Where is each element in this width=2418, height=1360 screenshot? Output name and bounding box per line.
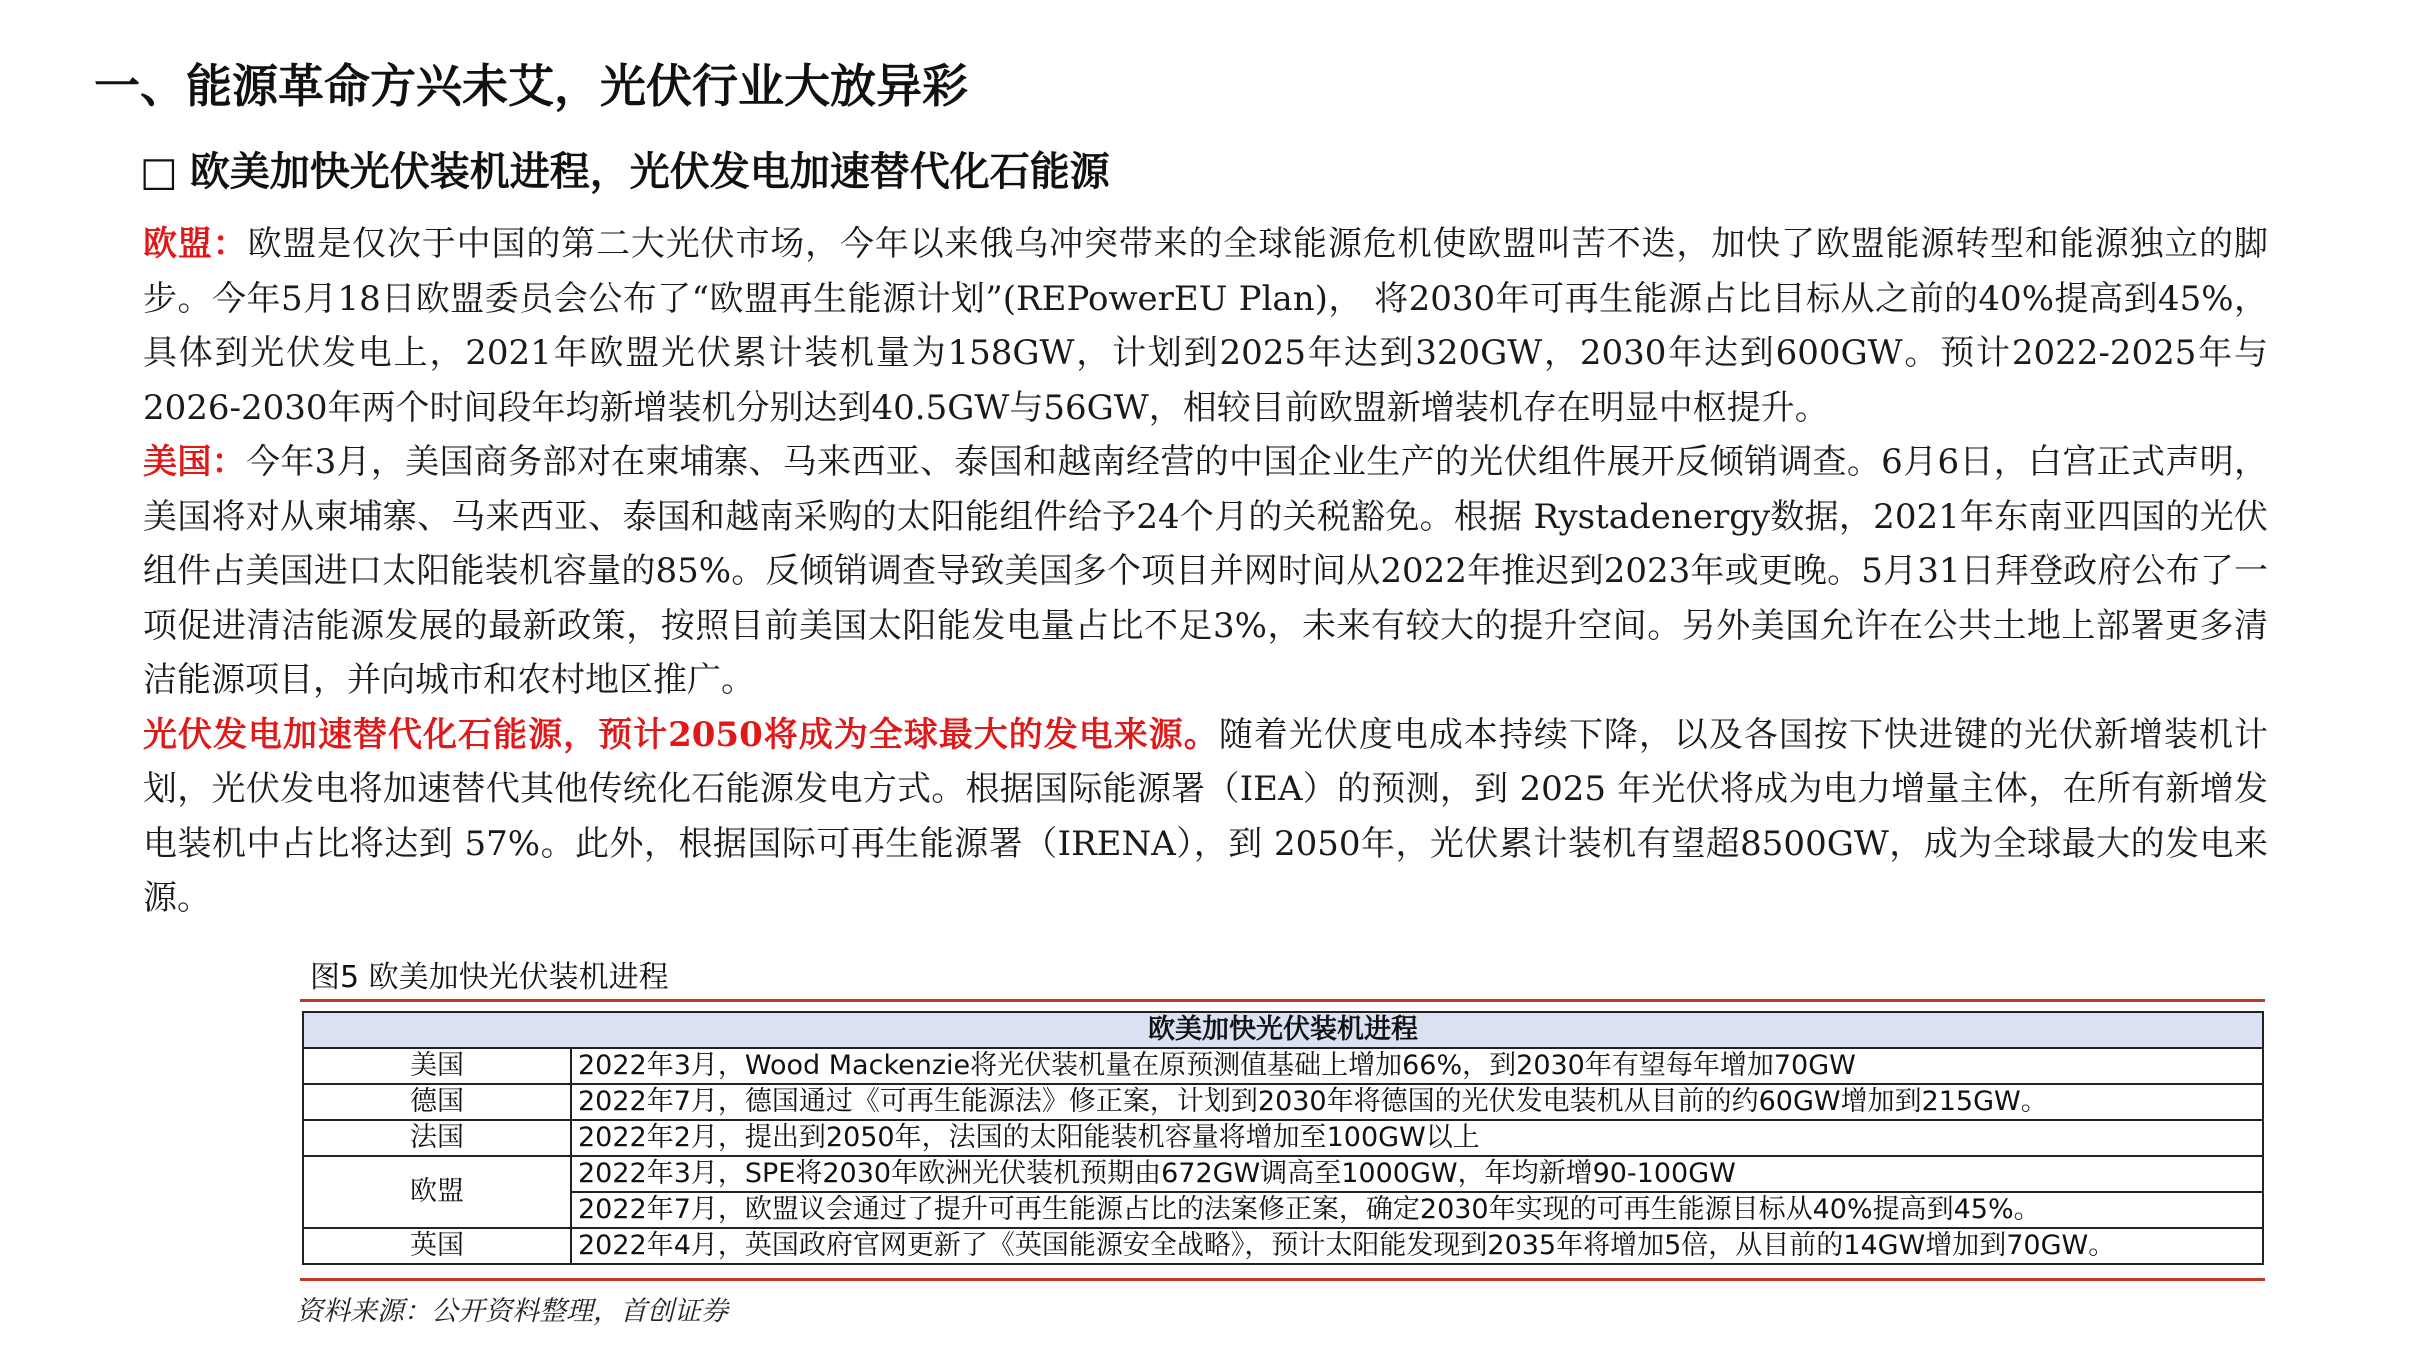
table-row [303, 1228, 2263, 1264]
square-bullet-icon: □ [140, 149, 178, 195]
progress-table [302, 1011, 2264, 1265]
paragraph-us [143, 435, 2268, 708]
event-cell: 2022年3月，Wood Mackenzie将光伏装机量在原预测值基础上增加66%，到2030年有望每年增加70GW [571, 1048, 2263, 1084]
event-cell: 2022年7月，德国通过《可再生能源法》修正案，计划到2030年将德国的光伏发电装机从目前的约60GW增加到215GW。 [571, 1084, 2263, 1120]
source-note: 资料来源：公开资料整理，首创证券 [296, 1296, 728, 1327]
paragraph-pv-substitution [143, 708, 2268, 926]
event-cell: 2022年4月，英国政府官网更新了《英国能源安全战略》，预计太阳能发现到2035年将增加5倍，从目前的14GW增加到70GW。 [571, 1228, 2263, 1264]
country-cell: 法国 [303, 1120, 571, 1156]
country-cell: 英国 [303, 1228, 571, 1264]
country-cell: 美国 [303, 1048, 571, 1084]
table-row [303, 1192, 2263, 1228]
table-row [303, 1048, 2263, 1084]
table-header-row [303, 1012, 2263, 1048]
table-row [303, 1084, 2263, 1120]
figure-caption: 图5 欧美加快光伏装机进程 [310, 960, 669, 995]
paragraph-text: 随着光伏度电成本持续下降，以及各国按下快进键的光伏新增装机计划，光伏发电将加速替代其他传统化石能源发电方式。根据国际能源署（IEA）的预测，到 2025 年光伏将成为电力增量主体，在所有新增发电装机中占比将达到 57%。此外，根据国际可再生能源署（IRENA），到 2050年，光伏累计装机有望超8500GW，成为全球最大的发电来源。 [143, 714, 2268, 918]
event-cell: 2022年3月，SPE将2030年欧洲光伏装机预期由672GW调高至1000GW，年均新增90-100GW [571, 1156, 2263, 1192]
country-cell: 德国 [303, 1084, 571, 1120]
subsection-title: 欧美加快光伏装机进程，光伏发电加速替代化石能源 [189, 149, 1110, 195]
country-cell: 欧盟 [303, 1156, 571, 1228]
paragraph-lead: 美国： [143, 442, 246, 482]
event-cell: 2022年2月，提出到2050年，法国的太阳能装机容量将增加至100GW以上 [571, 1120, 2263, 1156]
event-cell: 2022年7月，欧盟议会通过了提升可再生能源占比的法案修正案，确定2030年实现的可再生能源目标从40%提高到45%。 [571, 1192, 2263, 1228]
paragraph-text: 今年3月，美国商务部对在柬埔寨、马来西亚、泰国和越南经营的中国企业生产的光伏组件展开反倾销调查。6月6日，白宫正式声明，美国将对从柬埔寨、马来西亚、泰国和越南采购的太阳能组件给予24个月的关税豁免。根据 Rystadenergy数据，2021年东南亚四国的光伏组件占美国进口太阳能装机容量的85%。反倾销调查导致美国多个项目并网时间从2022年推迟到2023年或更晚。5月31日拜登政府公布了一项促进清洁能源发展的最新政策，按照目前美国太阳能发电量占比不足3%，未来有较大的提升空间。另外美国允许在公共土地上部署更多清洁能源项目，并向城市和农村地区推广。 [143, 442, 2268, 700]
body-text [143, 217, 2268, 926]
table-title: 欧美加快光伏装机进程 [303, 1012, 2263, 1048]
section-heading: 一、能源革命方兴未艾，光伏行业大放异彩 [94, 59, 968, 113]
subsection-heading [140, 140, 1110, 197]
table-row [303, 1120, 2263, 1156]
table-row [303, 1156, 2263, 1192]
paragraph-lead: 光伏发电加速替代化石能源，预计2050将成为全球最大的发电来源。 [143, 714, 1219, 755]
paragraph-lead: 欧盟： [143, 224, 248, 264]
paragraph-text: 欧盟是仅次于中国的第二大光伏市场，今年以来俄乌冲突带来的全球能源危机使欧盟叫苦不迭，加快了欧盟能源转型和能源独立的脚步。今年5月18日欧盟委员会公布了“欧盟再生能源计划”(REPowerEU Plan)， 将2030年可再生能源占比目标从之前的40%提高到45%，具体到光伏发电上，2021年欧盟光伏累计装机量为158GW，计划到2025年达到320GW，2030年达到600GW。预计2022-2025年与2026-2030年两个时间段年均新增装机分别达到40.5GW与56GW，相较目前欧盟新增装机存在明显中枢提升。 [143, 224, 2269, 428]
table-top-rule [300, 999, 2265, 1002]
paragraph-eu [143, 217, 2268, 435]
table-bottom-rule [300, 1278, 2265, 1281]
